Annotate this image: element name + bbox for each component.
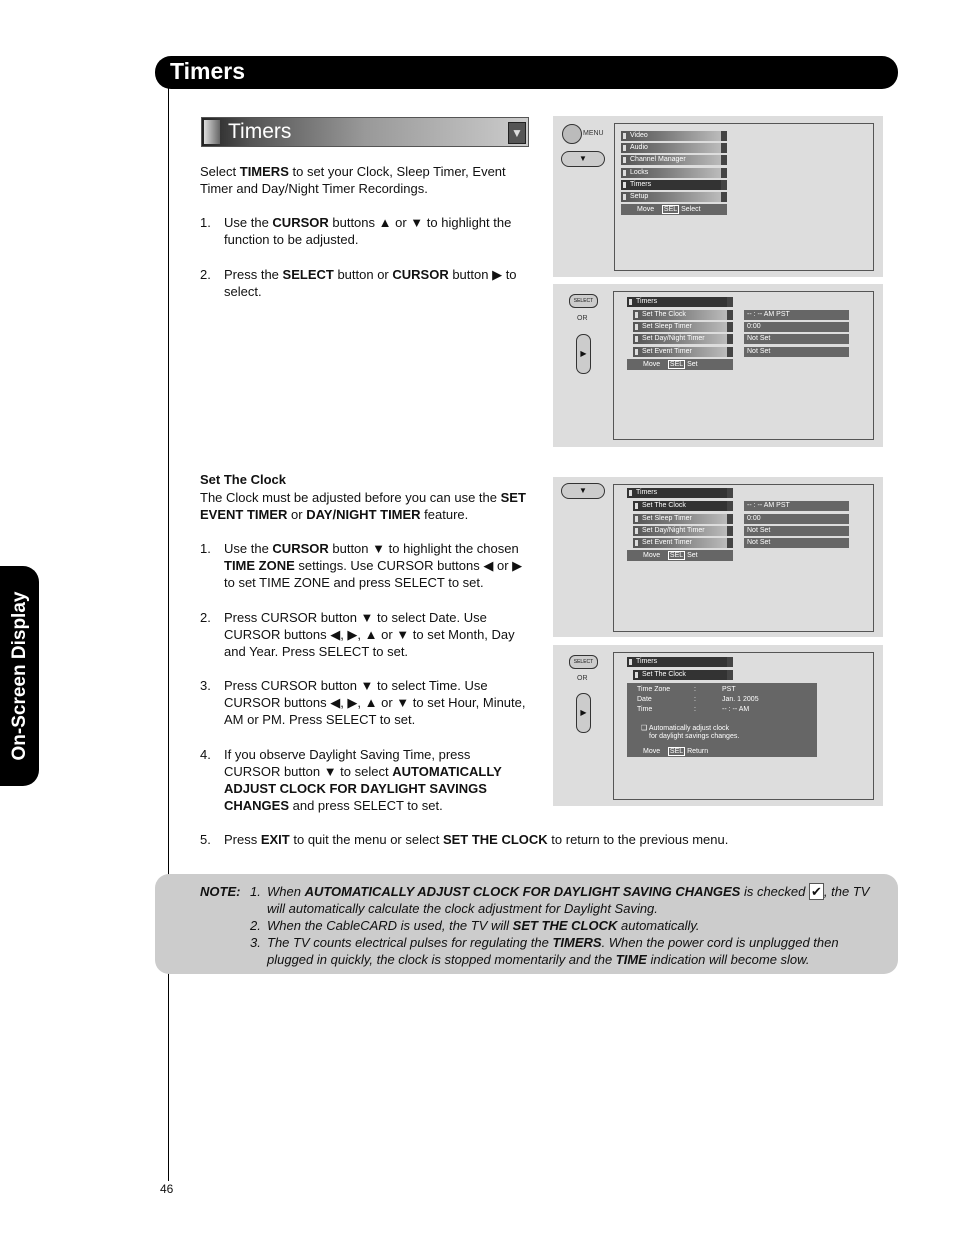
- item-set-day-night-timer: Set Day/Night Timer: [633, 526, 733, 536]
- value-sleep: 0:00: [744, 514, 849, 524]
- value-sleep: 0:00: [744, 322, 849, 332]
- screen4-footer: Move SEL Return: [627, 746, 817, 757]
- value-day-night: Not Set: [744, 334, 849, 344]
- value-day-night: Not Set: [744, 526, 849, 536]
- cursor-right-button-icon: ▶: [576, 334, 591, 374]
- item-set-day-night-timer: Set Day/Night Timer: [633, 334, 733, 344]
- menu-item-video: Video: [621, 131, 727, 141]
- tv-screen-4: [613, 652, 874, 800]
- menu-item-locks: Locks: [621, 168, 727, 178]
- menu-item-channel-manager: Channel Manager: [621, 155, 727, 165]
- clock-step-2: 2. Press CURSOR button ▼ to select Date. Use CURSOR buttons ◀, ▶, ▲ or ▼ to set Month, Day and Year. Press SELECT to set.: [200, 610, 515, 659]
- step-2: 2. Press the SELECT button or CURSOR button ▶ to select.: [200, 267, 517, 299]
- clock-step-4: 4. If you observe Daylight Saving Time, press CURSOR button ▼ to select AUTOMATICALLY ADJUST CLOCK FOR DAYLIGHT SAVINGS CHANGES and press SELECT to set.: [200, 747, 502, 813]
- timers-title: Timers: [627, 488, 733, 498]
- clock-step-5: 5. Press EXIT to quit the menu or select SET THE CLOCK to return to the previous menu.: [200, 832, 729, 847]
- note-box: NOTE: 1. When AUTOMATICALLY ADJUST CLOCK FOR DAYLIGHT SAVING CHANGES is checked ✔ , the TV will automatically calculate the clock adjustment for Daylight Saving. 2. When the CableCARD is used, the TV will SET THE CLOCK automatically. 3. The TV counts electrical pulses for regulating the TIMERS. When the power cord is unplugged then plugged in quickly, the clock is stopped momentarily and the TIME indication will become slow.: [155, 874, 898, 974]
- screen-main-menu: [553, 116, 883, 277]
- timers-title: Timers: [627, 297, 733, 307]
- page-header-bar: [155, 56, 898, 89]
- clock-heading: Set The Clock: [200, 472, 286, 487]
- note-3: The TV counts electrical pulses for regulating the TIMERS. When the power cord is unplugged then: [267, 935, 839, 950]
- item-set-the-clock: Set The Clock: [633, 310, 733, 320]
- page-number: 46: [160, 1182, 174, 1196]
- cursor-down-button-icon: ▼: [561, 483, 605, 499]
- left-rule: [168, 88, 169, 1181]
- screen3-footer: Move SEL Set: [627, 550, 733, 561]
- note-1: When AUTOMATICALLY ADJUST CLOCK FOR DAYLIGHT SAVING CHANGES is checked ✔ , the TV: [267, 884, 870, 899]
- clock-settings-panel: Time Zone : PST Date : Jan. 1 2005 Time : -- : -- AM ❑ Automatically adjust clock for daylight savings changes.: [627, 683, 817, 747]
- timers-title: Timers: [627, 657, 733, 667]
- screen-set-the-clock: [553, 645, 883, 806]
- value-event: Not Set: [744, 347, 849, 357]
- item-set-the-clock: Set The Clock: [633, 501, 733, 511]
- step-1: 1. Use the CURSOR buttons ▲ or ▼ to highlight the function to be adjusted.: [200, 215, 512, 247]
- select-button-icon: SELECT: [569, 655, 598, 669]
- section-bar-cap: [204, 120, 220, 144]
- menu-item-audio: Audio: [621, 143, 727, 153]
- menu-item-setup: Setup: [621, 192, 727, 202]
- down-arrow-icon: ▼: [508, 122, 526, 144]
- or-label: OR: [577, 675, 588, 682]
- value-event: Not Set: [744, 538, 849, 548]
- value-clock: -- : -- AM PST: [744, 501, 849, 511]
- screen-timers-clock-highlight: [553, 477, 883, 637]
- side-tab: [0, 566, 39, 786]
- item-set-event-timer: Set Event Timer: [633, 347, 733, 357]
- menu-button-icon: [562, 124, 582, 144]
- auto-adjust-checkbox: ❑ Automatically adjust clock: [641, 725, 729, 732]
- item-set-sleep-timer: Set Sleep Timer: [633, 322, 733, 332]
- side-tab-label: On-Screen Display: [9, 591, 30, 761]
- item-set-sleep-timer: Set Sleep Timer: [633, 514, 733, 524]
- tv-screen-1: [614, 123, 874, 271]
- menu-item-timers: Timers: [621, 180, 727, 190]
- screen1-footer: Move SEL Select: [621, 204, 727, 215]
- menu-button-label: MENU: [583, 130, 604, 137]
- clock-intro: The Clock must be adjusted before you can use the SET EVENT TIMER or DAY/NIGHT TIMER feature.: [200, 490, 526, 522]
- select-button-icon: SELECT: [569, 294, 598, 308]
- section-title-bar: [201, 117, 529, 147]
- cursor-right-button-icon: ▶: [576, 693, 591, 733]
- note-2: When the CableCARD is used, the TV will SET THE CLOCK automatically.: [267, 918, 700, 933]
- tv-screen-3: [613, 484, 874, 632]
- screen-timers-menu: [553, 284, 883, 447]
- note-label: NOTE:: [200, 884, 241, 899]
- value-clock: -- : -- AM PST: [744, 310, 849, 320]
- intro-text: Select TIMERS to set your Clock, Sleep Timer, Event Timer and Day/Night Timer Recordings.: [200, 164, 506, 196]
- item-set-event-timer: Set Event Timer: [633, 538, 733, 548]
- cursor-down-button-icon: ▼: [561, 151, 605, 167]
- checkmark-icon: ✔: [810, 884, 822, 899]
- screen2-footer: Move SEL Set: [627, 359, 733, 370]
- set-the-clock-title: Set The Clock: [633, 670, 733, 680]
- or-label: OR: [577, 315, 588, 322]
- clock-step-1: 1. Use the CURSOR button ▼ to highlight the chosen TIME ZONE settings. Use CURSOR buttons ◀ or ▶ to set TIME ZONE and press SELECT to set.: [200, 541, 523, 590]
- page-title: Timers: [170, 58, 246, 84]
- tv-screen-2: [613, 291, 874, 440]
- clock-step-3: 3. Press CURSOR button ▼ to select Time. Use CURSOR buttons ◀, ▶, ▲ or ▼ to set Hour, Minute, AM or PM. Press SELECT to set.: [200, 678, 526, 727]
- section-title: Timers: [228, 120, 292, 143]
